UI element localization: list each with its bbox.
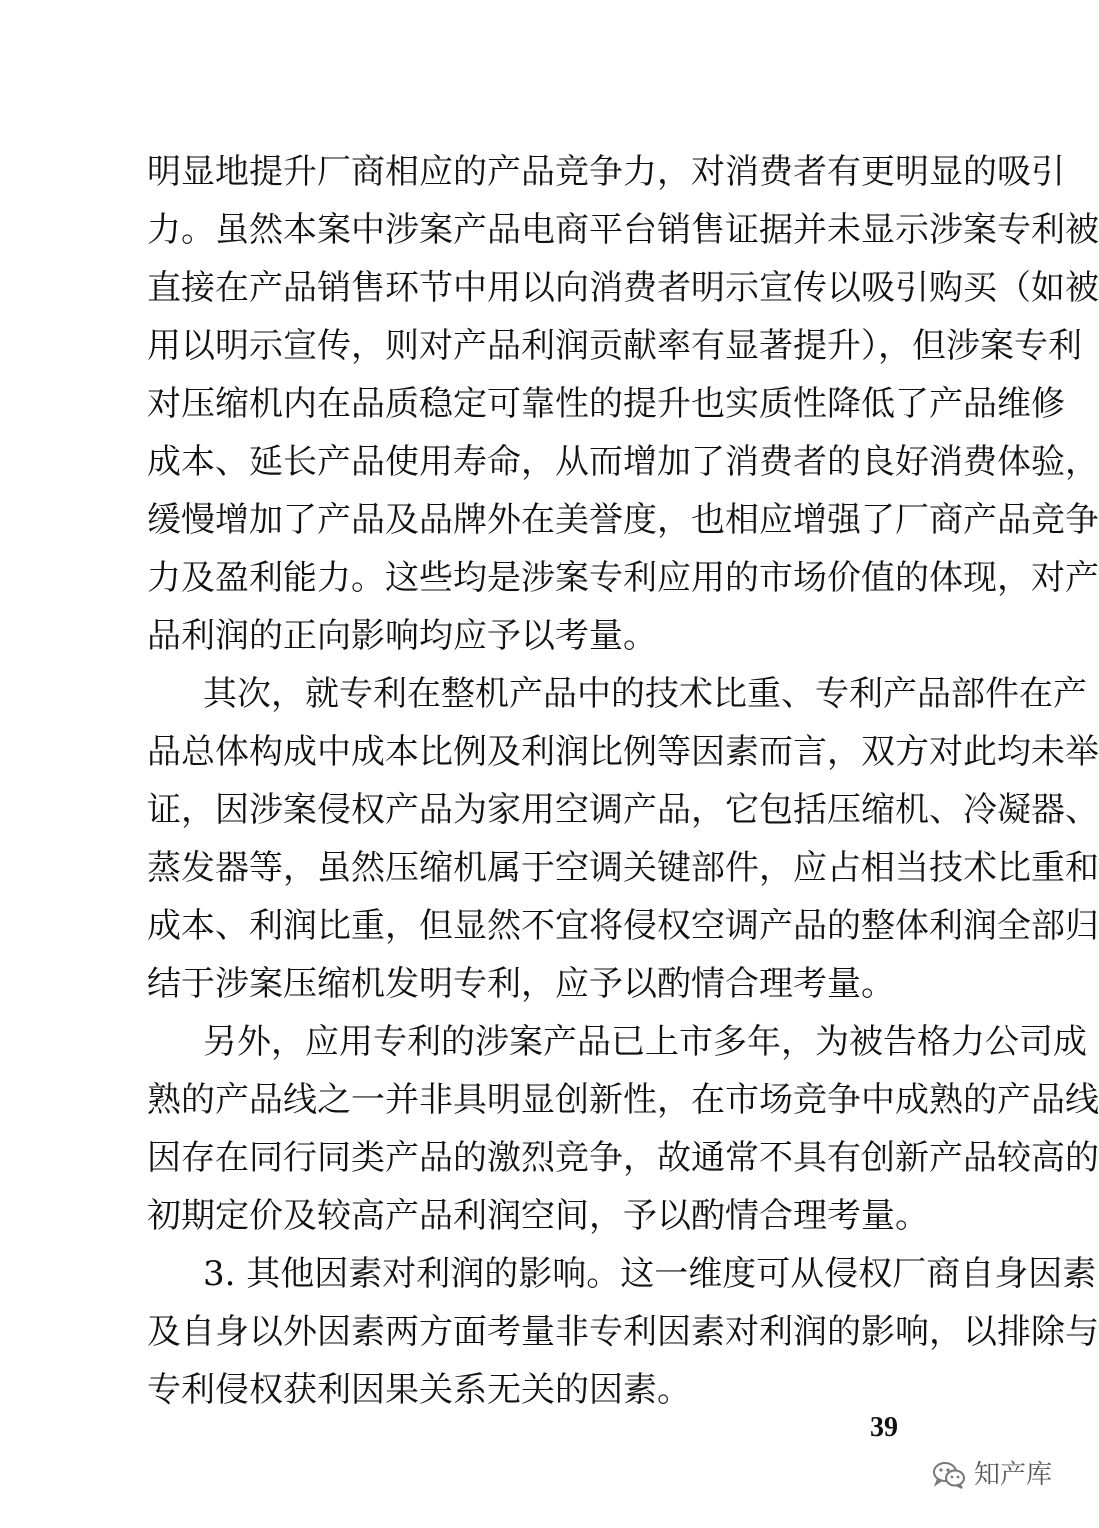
text-line: 初期定价及较高产品利润空间，予以酌情合理考量。 <box>147 1196 929 1236</box>
text-line: 缓慢增加了产品及品牌外在美誉度，也相应增强了厂商产品竞争 <box>147 500 1099 540</box>
text-line: 其次，就专利在整机产品中的技术比重、专利产品部件在产 <box>203 674 1087 714</box>
text-line: 成本、利润比重，但显然不宜将侵权空调产品的整体利润全部归 <box>147 906 1099 946</box>
text-line: 力及盈利能力。这些均是涉案专利应用的市场价值的体现，对产 <box>147 558 1099 598</box>
page-number: 39 <box>870 1412 898 1443</box>
watermark <box>932 1460 1052 1490</box>
text-line: 蒸发器等，虽然压缩机属于空调关键部件，应占相当技术比重和 <box>147 848 1099 888</box>
text-line: 明显地提升厂商相应的产品竞争力，对消费者有更明显的吸引 <box>147 152 1065 192</box>
text-line: 因存在同行同类产品的激烈竞争，故通常不具有创新产品较高的 <box>147 1138 1099 1178</box>
text-line: 及自身以外因素两方面考量非专利因素对利润的影响，以排除与 <box>147 1312 1099 1352</box>
text-line: 品总体构成中成本比例及利润比例等因素而言，双方对此均未举 <box>147 732 1099 772</box>
text-line: 3. 其他因素对利润的影响。这一维度可从侵权厂商自身因素 <box>203 1254 1097 1294</box>
text-line: 用以明示宣传，则对产品利润贡献率有显著提升），但涉案专利 <box>147 326 1082 366</box>
watermark-text: 知产库 <box>974 1460 1053 1490</box>
text-line: 对压缩机内在品质稳定可靠性的提升也实质性降低了产品维修 <box>147 384 1065 424</box>
text-line: 成本、延长产品使用寿命，从而增加了消费者的良好消费体验， <box>147 442 1099 482</box>
text-line: 熟的产品线之一并非具明显创新性，在市场竞争中成熟的产品线 <box>147 1080 1099 1120</box>
text-line: 力。虽然本案中涉案产品电商平台销售证据并未显示涉案专利被 <box>147 210 1099 250</box>
text-line: 结于涉案压缩机发明专利，应予以酌情合理考量。 <box>147 964 895 1004</box>
wechat-icon <box>932 1460 966 1490</box>
text-line: 另外，应用专利的涉案产品已上市多年，为被告格力公司成 <box>203 1022 1087 1062</box>
text-line: 证，因涉案侵权产品为家用空调产品，它包括压缩机、冷凝器、 <box>147 790 1099 830</box>
text-line: 专利侵权获利因果关系无关的因素。 <box>147 1370 691 1410</box>
text-line: 直接在产品销售环节中用以向消费者明示宣传以吸引购买（如被 <box>147 268 1099 308</box>
text-line: 品利润的正向影响均应予以考量。 <box>147 616 657 656</box>
